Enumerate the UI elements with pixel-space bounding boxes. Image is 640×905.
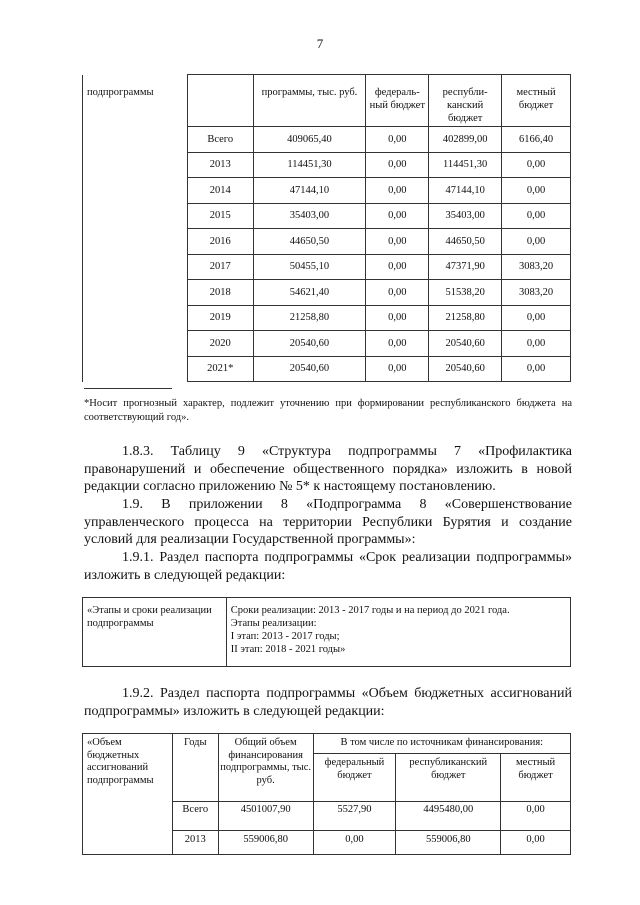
- header-years: Годы: [172, 734, 218, 802]
- federal-cell: 0,00: [313, 831, 396, 855]
- total-cell: 50455,10: [253, 254, 366, 280]
- federal-cell: 0,00: [366, 152, 429, 178]
- total-cell: 44650,50: [253, 229, 366, 255]
- period-line: II этап: 2018 - 2021 годы»: [230, 644, 346, 655]
- year-cell: 2018: [187, 280, 253, 306]
- local-cell: 0,00: [502, 152, 571, 178]
- year-cell: 2017: [187, 254, 253, 280]
- republic-cell: 20540,60: [429, 356, 502, 382]
- local-cell: 0,00: [501, 802, 571, 831]
- local-cell: 3083,20: [502, 280, 571, 306]
- local-cell: 0,00: [502, 203, 571, 229]
- allocation-label: «Объем бюджетных ассигнований подпрограммы: [83, 734, 173, 855]
- period-line: Сроки реализации: 2013 - 2017 годы и на период до 2021 года.: [230, 605, 510, 616]
- footnote-divider: [84, 388, 172, 389]
- page-number: 7: [316, 36, 324, 51]
- header-federal: федераль-ный бюджет: [366, 75, 429, 127]
- paragraph-1-9: 1.9. В приложении 8 «Подпрограмма 8 «Совершенствование управленческого процесса на территории Республики Бурятия и создание условий для реализации Государственной программы»:: [84, 497, 572, 547]
- federal-cell: 0,00: [366, 331, 429, 357]
- year-cell: 2013: [172, 831, 218, 855]
- total-cell: 20540,60: [253, 331, 366, 357]
- local-cell: 0,00: [502, 356, 571, 382]
- year-cell: 2021*: [187, 356, 253, 382]
- federal-cell: 0,00: [366, 280, 429, 306]
- federal-cell: 0,00: [366, 356, 429, 382]
- local-cell: 6166,40: [502, 127, 571, 153]
- header-republic: республи-канский бюджет: [429, 75, 502, 127]
- header-republic-budget: республиканский бюджет: [396, 754, 501, 802]
- local-cell: 0,00: [502, 229, 571, 255]
- federal-cell: 0,00: [366, 178, 429, 204]
- republic-cell: 559006,80: [396, 831, 501, 855]
- paragraph-1-8-3: 1.8.3. Таблицу 9 «Структура подпрограммы 7 «Профилактика правонарушений и обеспечение общественного порядка» изложить в новой редакции согласно приложению № 5* к настоящему постановлению.: [84, 444, 572, 494]
- year-cell: Всего: [172, 802, 218, 831]
- federal-cell: 0,00: [366, 305, 429, 331]
- period-label: «Этапы и сроки реализации подпрограммы: [83, 598, 227, 667]
- paragraph-1-9-1: 1.9.1. Раздел паспорта подпрограммы «Срок реализации подпрограммы» изложить в следующей редакции:: [84, 550, 572, 583]
- total-cell: 47144,10: [253, 178, 366, 204]
- local-cell: 0,00: [502, 331, 571, 357]
- header-subprogram: подпрограммы: [83, 75, 188, 127]
- total-cell: 35403,00: [253, 203, 366, 229]
- header-sources: В том числе по источникам финансирования:: [313, 734, 570, 754]
- local-cell: 0,00: [501, 831, 571, 855]
- funding-table-continued: [82, 74, 571, 382]
- empty-subprogram-cell: [83, 127, 188, 382]
- federal-cell: 5527,90: [313, 802, 396, 831]
- budget-allocation-table: [82, 733, 571, 855]
- year-cell: 2013: [187, 152, 253, 178]
- total-cell: 20540,60: [253, 356, 366, 382]
- total-cell: 4501007,90: [218, 802, 313, 831]
- total-cell: 54621,40: [253, 280, 366, 306]
- republic-cell: 114451,30: [429, 152, 502, 178]
- year-cell: 2016: [187, 229, 253, 255]
- header-program-total: программы, тыс. руб.: [253, 75, 366, 127]
- header-years-empty: [187, 75, 253, 127]
- year-cell: Всего: [187, 127, 253, 153]
- republic-cell: 20540,60: [429, 331, 502, 357]
- federal-cell: 0,00: [366, 203, 429, 229]
- republic-cell: 35403,00: [429, 203, 502, 229]
- republic-cell: 4495480,00: [396, 802, 501, 831]
- header-total-funding: Общий объем финансирования подпрограммы, тыс. руб.: [218, 734, 313, 802]
- implementation-period-table: [82, 597, 571, 667]
- period-line: Этапы реализации:: [230, 618, 317, 629]
- federal-cell: 0,00: [366, 229, 429, 255]
- federal-cell: 0,00: [366, 254, 429, 280]
- republic-cell: 402899,00: [429, 127, 502, 153]
- federal-cell: 0,00: [366, 127, 429, 153]
- local-cell: 3083,20: [502, 254, 571, 280]
- period-details: [226, 598, 570, 667]
- year-cell: 2019: [187, 305, 253, 331]
- paragraph-1-9-2: 1.9.2. Раздел паспорта подпрограммы «Объем бюджетных ассигнований подпрограммы» изложить в следующей редакции:: [84, 686, 572, 719]
- republic-cell: 21258,80: [429, 305, 502, 331]
- republic-cell: 47144,10: [429, 178, 502, 204]
- total-cell: 114451,30: [253, 152, 366, 178]
- period-line: I этап: 2013 - 2017 годы;: [230, 631, 340, 642]
- total-cell: 21258,80: [253, 305, 366, 331]
- table-row: [83, 127, 571, 153]
- header-local-budget: местный бюджет: [501, 754, 571, 802]
- local-cell: 0,00: [502, 305, 571, 331]
- header-local: местный бюджет: [502, 75, 571, 127]
- republic-cell: 44650,50: [429, 229, 502, 255]
- republic-cell: 51538,20: [429, 280, 502, 306]
- total-cell: 559006,80: [218, 831, 313, 855]
- year-cell: 2015: [187, 203, 253, 229]
- footnote: *Носит прогнозный характер, подлежит уточнению при формировании республиканского бюджета на соответствующий год».: [84, 398, 572, 423]
- header-federal-budget: федеральный бюджет: [313, 754, 396, 802]
- year-cell: 2014: [187, 178, 253, 204]
- total-cell: 409065,40: [253, 127, 366, 153]
- year-cell: 2020: [187, 331, 253, 357]
- local-cell: 0,00: [502, 178, 571, 204]
- republic-cell: 47371,90: [429, 254, 502, 280]
